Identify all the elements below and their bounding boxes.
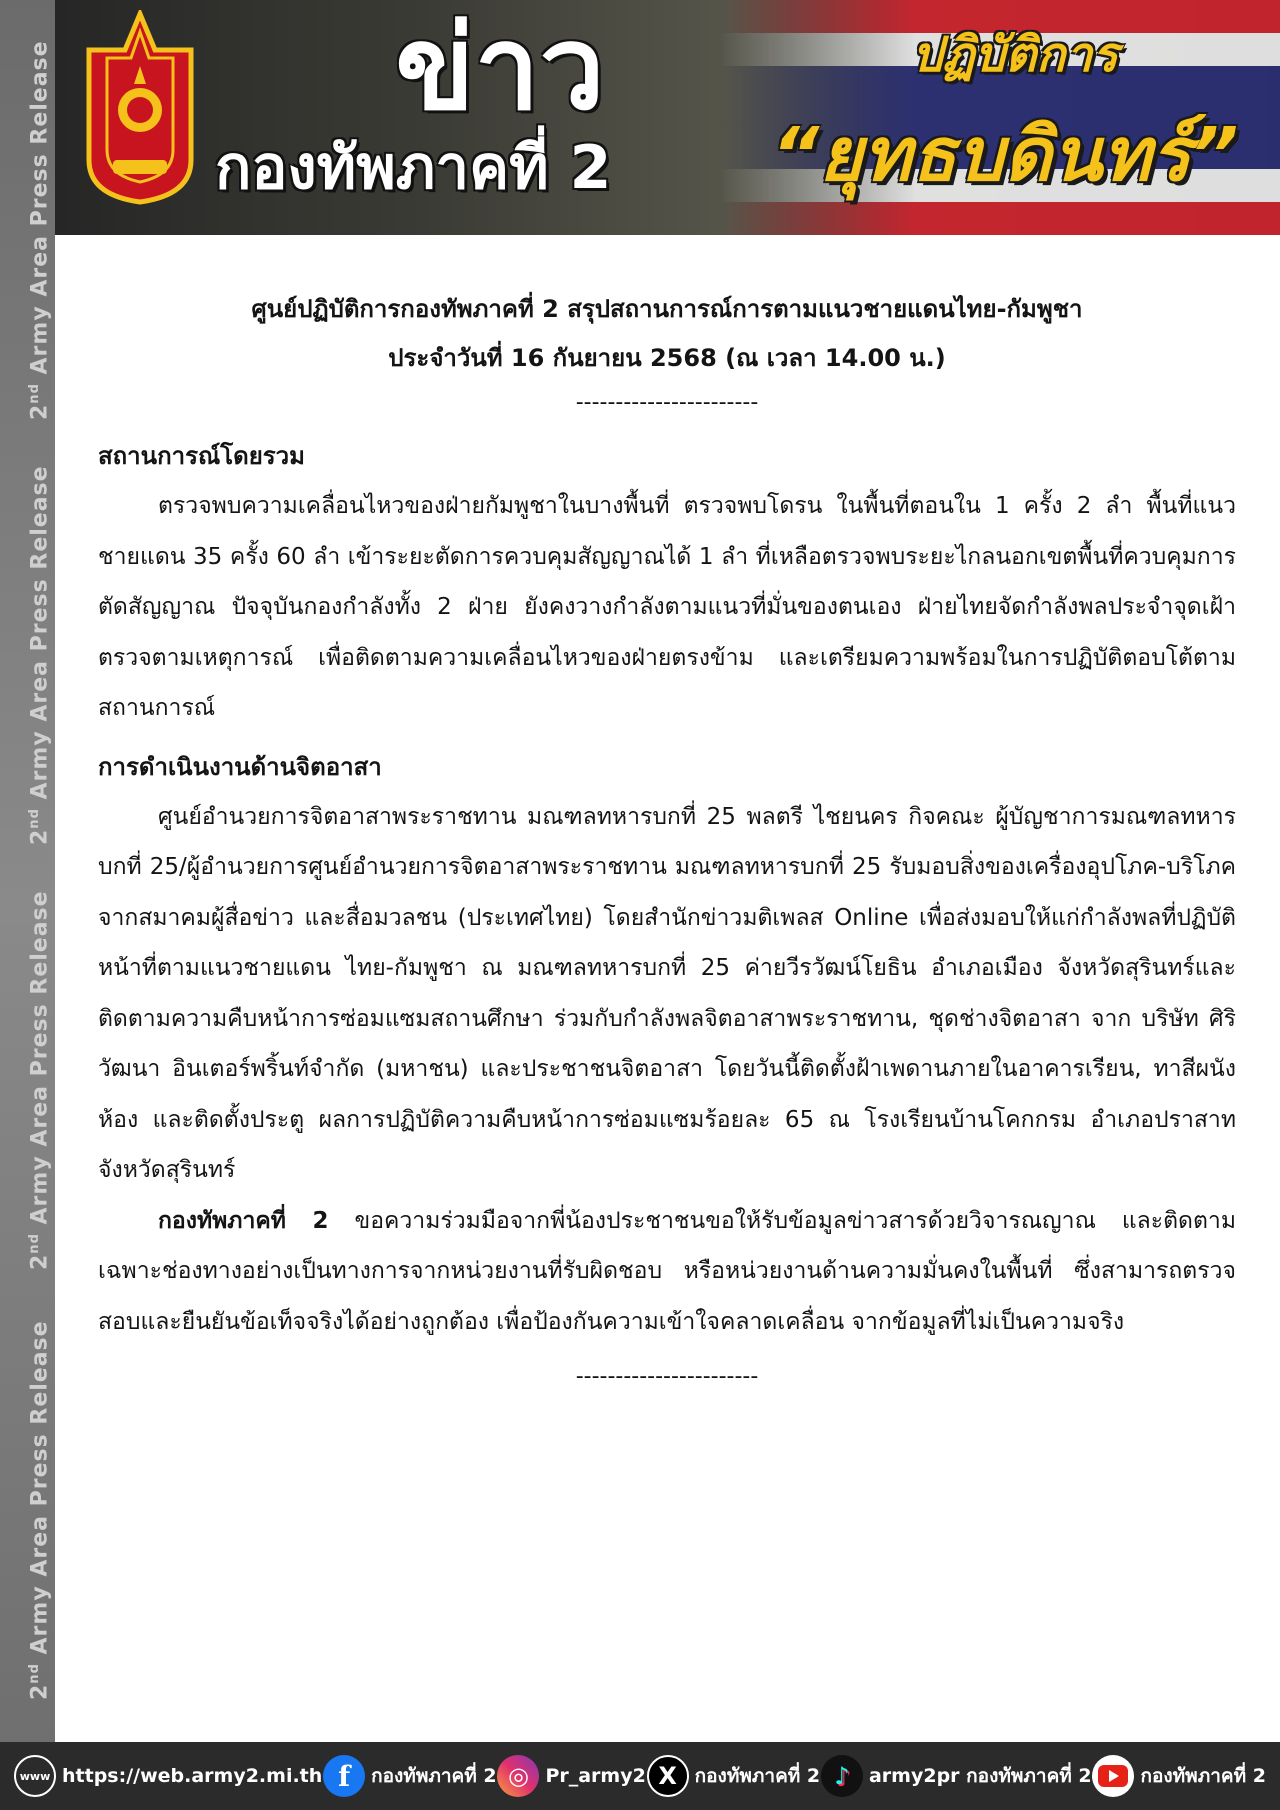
x-icon: X bbox=[647, 1755, 689, 1797]
facebook-icon: f bbox=[323, 1755, 365, 1797]
footer-x-link[interactable] bbox=[647, 1755, 821, 1797]
banner-operation-label: ปฏิบัติการ bbox=[911, 27, 1119, 83]
document-title-line-1: ศูนย์ปฏิบัติการกองทัพภาคที่ 2 สรุปสถานการณ์การตามแนวชายแดนไทย-กัมพูชา bbox=[251, 295, 1083, 323]
header-banner bbox=[55, 0, 1280, 235]
document-title-line-2: ประจำวันที่ 16 กันยายน 2568 (ณ เวลา 14.00 น.) bbox=[388, 344, 946, 372]
banner-title-news: ข่าว bbox=[395, 1, 605, 136]
instagram-handle: Pr_army2 bbox=[545, 1765, 646, 1787]
facebook-name: กองทัพภาคที่ 2 bbox=[371, 1765, 497, 1787]
section-heading-overall-situation: สถานการณ์โดยรวม bbox=[98, 442, 305, 470]
youtube-name: กองทัพภาคที่ 2 bbox=[1140, 1765, 1266, 1787]
website-url: https://web.army2.mi.th bbox=[62, 1765, 323, 1787]
x-name: กองทัพภาคที่ 2 bbox=[694, 1765, 821, 1787]
banner-title-army-area: กองทัพภาคที่ 2 bbox=[215, 133, 612, 203]
side-strip-text: 2nd Army Area Press Release bbox=[27, 465, 53, 845]
side-strip-text: 2nd Army Area Press Release bbox=[27, 890, 53, 1270]
side-strip-text: 2nd Army Area Press Release bbox=[27, 40, 53, 420]
press-release-document bbox=[98, 285, 1236, 1397]
side-strip bbox=[0, 0, 55, 1810]
footer-youtube-link[interactable] bbox=[1092, 1755, 1266, 1797]
tiktok-name: army2pr กองทัพภาคที่ 2 bbox=[868, 1765, 1092, 1787]
footer-website-link[interactable] bbox=[14, 1755, 322, 1797]
divider-line: ----------------------- bbox=[575, 390, 759, 415]
footer-facebook-link[interactable] bbox=[323, 1755, 497, 1797]
globe-icon: www bbox=[14, 1755, 56, 1797]
divider-line: ----------------------- bbox=[575, 1364, 759, 1389]
footer-tiktok-link[interactable] bbox=[821, 1755, 1092, 1797]
side-strip-text: 2nd Army Area Press Release bbox=[27, 1320, 53, 1700]
section-body-overall-situation: ตรวจพบความเคลื่อนไหวของฝ่ายกัมพูชาในบางพื้นที่ ตรวจพบโดรน ในพื้นที่ตอนใน 1 ครั้ง 2 ลำ พื้นที่แนวชายแดน 35 ครั้ง 60 ลำ เข้าระยะตัดการควบคุมสัญญาณได้ 1 ลำ ที่เหลือตรวจพบระยะไกลนอกเขตพื้นที่ควบคุมการตัดสัญญาณ ปัจจุบันกองกำลังทั้ง 2 ฝ่าย ยังคงวางกำลังตามแนวที่มั่นของตนเอง ฝ่ายไทยจัดกำลังพลประจำจุดเฝ้าตรวจตามเหตุการณ์ เพื่อติดตามความเคลื่อนไหวของฝ่ายตรงข้าม และเตรียมความพร้อมในการปฏิบัติตอบโต้ตามสถานการณ์ bbox=[98, 493, 1236, 721]
instagram-icon: ◎ bbox=[497, 1755, 539, 1797]
footer-instagram-link[interactable] bbox=[497, 1755, 645, 1797]
footer-bar bbox=[0, 1742, 1280, 1810]
army-area-2-emblem-icon bbox=[83, 10, 198, 205]
tiktok-icon: ♪ bbox=[821, 1755, 863, 1797]
section-body-volunteer-operations: ศูนย์อำนวยการจิตอาสาพระราชทาน มณฑลทหารบกที่ 25 พลตรี ไชยนคร กิจคณะ ผู้บัญชาการมณฑลทหารบกที่ 25/ผู้อำนวยการศูนย์อำนวยการจิตอาสาพระราชทาน มณฑลทหารบกที่ 25 รับมอบสิ่งของเครื่องอุปโภค-บริโภค จากสมาคมผู้สื่อข่าว และสื่อมวลชน (ประเทศไทย) โดยสำนักข่าวมติเพลส Online เพื่อส่งมอบให้แก่กำลังพลที่ปฏิบัติหน้าที่ตามแนวชายแดน ไทย-กัมพูชา ณ มณฑลทหารบกที่ 25 ค่ายวีรวัฒน์โยธิน อำเภอเมือง จังหวัดสุรินทร์และติดตามความคืบหน้าการซ่อมแซมสถานศึกษา ร่วมกับกำลังพลจิตอาสาพระราชทาน, ชุดช่างจิตอาสา จาก บริษัท ศิริวัฒนา อินเตอร์พริ้นท์จำกัด (มหาชน) และประชาชนจิตอาสา โดยวันนี้ติดตั้งฝ้าเพดานภายในอาคารเรียน, ทาสีผนังห้อง และติดตั้งประตู ผลการปฏิบัติความคืบหน้าการซ่อมแซมร้อยละ 65 ณ โรงเรียนบ้านโคกกรม อำเภอปราสาท จังหวัดสุรินทร์ bbox=[98, 803, 1236, 1183]
public-request-text: ขอความร่วมมือจากพี่น้องประชาชนขอให้รับข้อมูลข่าวสารด้วยวิจารณญาณ และติดตามเฉพาะช่องทางอย่างเป็นทางการจากหน่วยงานที่รับผิดชอบ หรือหน่วยงานด้านความมั่นคงในพื้นที่ ซึ่งสามารถตรวจสอบและยืนยันข้อเท็จจริงได้อย่างถูกต้อง เพื่อป้องกันความเข้าใจคลาดเคลื่อน จากข้อมูลที่ไม่เป็นความจริง bbox=[98, 1207, 1236, 1335]
section-body-public-request bbox=[98, 1196, 1236, 1348]
youtube-icon bbox=[1092, 1755, 1134, 1797]
army-area-name: กองทัพภาคที่ 2 bbox=[158, 1207, 329, 1234]
banner-operation-name: “ยุทธบดินทร์” bbox=[771, 112, 1239, 198]
section-heading-volunteer-operations: การดำเนินงานด้านจิตอาสา bbox=[98, 752, 382, 781]
